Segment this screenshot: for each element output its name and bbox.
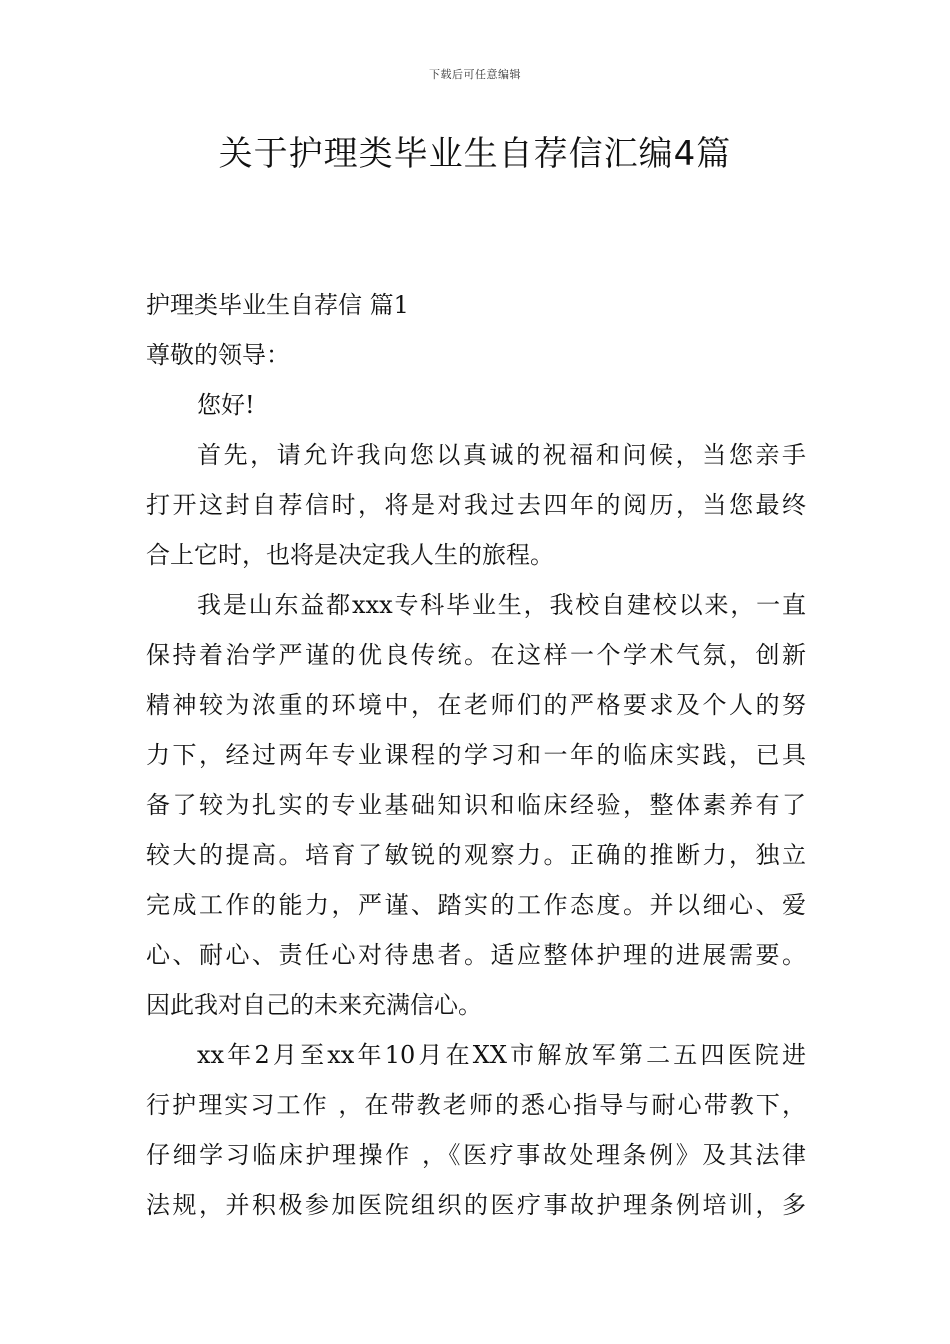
document-title: 关于护理类毕业生自荐信汇编4篇 <box>218 134 732 174</box>
paragraph-line: 完成工作的能力，严谨、踏实的工作态度。并以细心、爱 <box>146 891 806 919</box>
document-body <box>146 280 806 1230</box>
paragraph-line: 合上它时，也将是决定我人生的旅程。 <box>146 541 554 569</box>
paragraph-line: 首先，请允许我向您以真诚的祝福和问候，当您亲手 <box>197 441 806 469</box>
paragraph-line: 心、耐心、责任心对待患者。适应整体护理的进展需要。 <box>146 941 806 969</box>
greeting: 您好! <box>197 391 255 419</box>
paragraph-line: 因此我对自己的未来充满信心。 <box>146 991 482 1019</box>
paragraph-line: 仔细学习临床护理操作 ，《医疗事故处理条例》及其法律 <box>146 1141 806 1169</box>
paragraph-line: 较大的提高。培育了敏锐的观察力。正确的推断力，独立 <box>146 841 806 869</box>
paragraph-line: 我是山东益都xxx专科毕业生，我校自建校以来，一直 <box>197 591 806 619</box>
paragraph-line: xx年2月至xx年10月在XX市解放军第二五四医院进 <box>197 1041 806 1069</box>
salutation: 尊敬的领导： <box>146 341 290 369</box>
paragraph-line: 力下，经过两年专业课程的学习和一年的临床实践，已具 <box>146 741 806 769</box>
paragraph-line: 精神较为浓重的环境中，在老师们的严格要求及个人的努 <box>146 691 806 719</box>
paragraph-line: 备了较为扎实的专业基础知识和临床经验，整体素养有了 <box>146 791 806 819</box>
header-note: 下载后可任意编辑 <box>429 68 521 81</box>
paragraph-line: 行护理实习工作 ，在带教老师的悉心指导与耐心带教下， <box>146 1091 806 1119</box>
paragraph-line: 法规，并积极参加医院组织的医疗事故护理条例培训，多 <box>146 1191 806 1219</box>
section-heading: 护理类毕业生自荐信 篇1 <box>146 291 409 319</box>
paragraph-line: 打开这封自荐信时，将是对我过去四年的阅历，当您最终 <box>146 491 806 519</box>
paragraph-line: 保持着治学严谨的优良传统。在这样一个学术气氛，创新 <box>146 641 806 669</box>
